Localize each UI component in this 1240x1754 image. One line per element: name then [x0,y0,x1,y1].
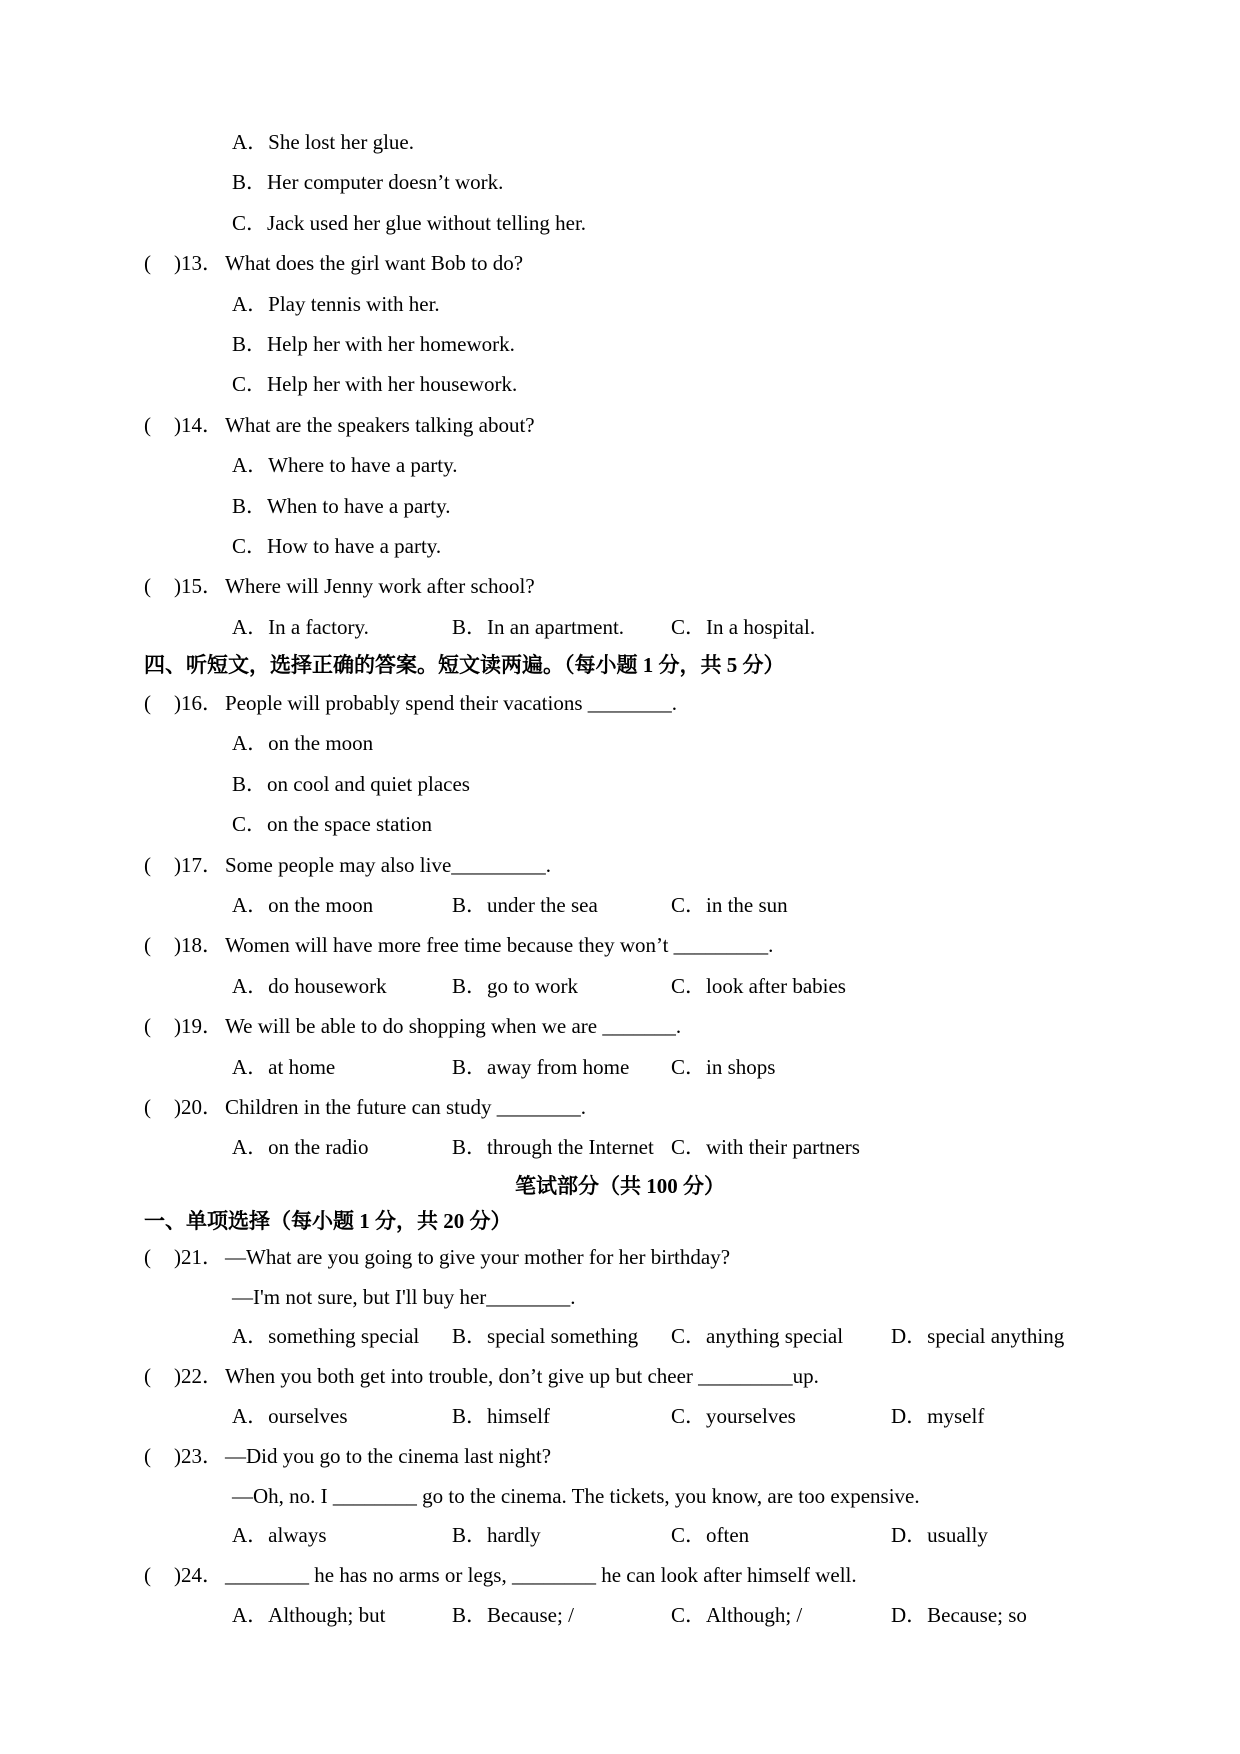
option-a [232,284,440,324]
question-stem: What does the girl want Bob to do? [225,251,524,276]
option-b [452,1127,654,1167]
question-number [174,1437,223,1477]
question-number [174,405,223,445]
option-text: do housework [268,973,387,998]
option-item [0,364,1240,404]
answer-bracket-open: ( [144,933,151,958]
option-label: A． [232,1054,269,1079]
question-number [174,683,223,723]
option-c [671,966,846,1006]
answer-bracket-close: ) [174,852,181,877]
option-label: A． [232,1324,269,1349]
option-label: C． [671,1054,707,1079]
option-label: C． [232,210,268,235]
question-13 [0,243,1240,283]
option-text: special something [487,1324,639,1349]
option-a [232,1317,419,1357]
option-item [0,723,1240,763]
option-label: A． [232,973,269,998]
option-c [671,1516,749,1556]
option-label: A． [232,130,269,154]
options-row [0,607,1240,647]
option-text: himself [487,1403,551,1428]
question-stem: What are the speakers talking about? [225,412,535,437]
answer-bracket-open: ( [144,1364,151,1389]
option-item [0,764,1240,804]
option-text: at home [268,1054,336,1079]
answer-bracket-open: ( [144,1244,151,1269]
answer-bracket-close: ) [174,1244,181,1269]
dialogue-continuation [0,1477,1240,1517]
answer-bracket-open: ( [144,1443,151,1468]
option-label: D． [891,1403,928,1428]
option-item [0,324,1240,364]
option-b [452,1516,541,1556]
option-text: In a factory. [268,614,369,639]
option-label: C． [232,812,268,837]
question-stem: We will be able to do shopping when we are _______. [225,1014,682,1039]
answer-bracket-close: ) [174,412,181,437]
option-label: A． [232,1602,269,1627]
option-b [452,966,578,1006]
options-row [0,966,1240,1006]
option-c [671,1047,775,1087]
question-20 [0,1087,1240,1127]
option-label: A． [232,614,269,639]
options-row [0,1596,1240,1636]
option-b [452,1317,638,1357]
options-row [0,1317,1240,1357]
option-label: C． [671,614,707,639]
option-label: A． [232,453,269,478]
option-a [232,1516,327,1556]
option-text: Jack used her glue without telling her. [267,210,587,235]
question-number-label: 17． [181,852,223,877]
question-number [174,925,223,965]
question-stem: —Did you go to the cinema last night? [225,1443,552,1468]
dialogue-continuation [0,1278,1240,1318]
option-item [0,804,1240,844]
option-b [452,885,598,925]
option-text: in shops [706,1054,776,1079]
question-number-label: 22． [181,1364,223,1389]
question-number-label: 23． [181,1443,223,1468]
question-number [174,1006,223,1046]
question-19 [0,1006,1240,1046]
option-label: B． [452,1054,488,1079]
option-b [232,324,515,364]
option-text: Because; so [927,1602,1027,1627]
options-row [0,1516,1240,1556]
question-number-label: 19． [181,1014,223,1039]
question-number-label: 21． [181,1244,223,1269]
option-text: under the sea [487,893,598,918]
option-label: B． [452,1135,488,1160]
option-label: C． [671,1523,707,1548]
option-label: B． [232,331,268,356]
option-a [232,445,457,485]
option-label: C． [671,1135,707,1160]
option-c [671,885,788,925]
option-label: C． [671,1403,707,1428]
option-text: on cool and quiet places [267,771,470,796]
option-label: C． [671,893,707,918]
option-c [671,1317,843,1357]
option-b [452,1047,629,1087]
option-label: D． [891,1523,928,1548]
option-a [232,1047,335,1087]
question-16 [0,683,1240,723]
option-text: myself [927,1403,985,1428]
option-label: B． [232,493,268,518]
answer-bracket-close: ) [174,933,181,958]
option-text: on the radio [268,1135,369,1160]
option-a [232,966,387,1006]
option-label: D． [891,1602,928,1627]
option-text: ourselves [268,1403,348,1428]
option-label: B． [452,1523,488,1548]
option-a [232,1596,385,1636]
answer-bracket-open: ( [144,1094,151,1119]
option-a [232,607,369,647]
question-number [174,845,223,885]
question-stem: Women will have more free time because they won’t _________. [225,933,774,958]
question-18 [0,925,1240,965]
option-label: C． [232,533,268,558]
question-stem: People will probably spend their vacations ________. [225,691,678,716]
option-label: B． [452,893,488,918]
question-stem: —What are you going to give your mother for her birthday? [225,1244,731,1269]
answer-bracket-open: ( [144,412,151,437]
option-text: with their partners [706,1135,860,1160]
question-number-label: 18． [181,933,223,958]
option-b [452,607,624,647]
option-label: B． [452,1403,488,1428]
option-label: D． [891,1324,928,1349]
option-text: on the moon [268,893,374,918]
option-text: Help her with her homework. [267,331,515,356]
option-b [452,1397,550,1437]
answer-bracket-open: ( [144,852,151,877]
question-15 [0,566,1240,606]
question-stem: ________ he has no arms or legs, ________ he can look after himself well. [225,1563,857,1588]
option-label: C． [232,372,268,397]
option-text: Because; / [487,1602,574,1627]
answer-bracket-open: ( [144,691,151,716]
answer-bracket-close: ) [174,1014,181,1039]
option-label: B． [452,1602,488,1627]
answer-bracket-open: ( [144,1014,151,1039]
options-row [0,1047,1240,1087]
answer-bracket-close: ) [174,691,181,716]
answer-bracket-open: ( [144,574,151,599]
option-label: A． [232,1523,269,1548]
option-label: B． [232,771,268,796]
section-heading: 四、听短文，选择正确的答案。短文读两遍。（每小题 1 分，共 5 分） [144,653,785,678]
option-label: B． [452,614,488,639]
option-b [452,1596,574,1636]
option-b [232,486,451,526]
option-label: C． [671,973,707,998]
option-a [232,1127,368,1167]
option-item [0,486,1240,526]
question-number [174,1087,223,1127]
option-text: away from home [487,1054,630,1079]
written-section-title: 笔试部分（共 100 分） [515,1173,725,1198]
option-label: A． [232,731,269,756]
option-text: How to have a party. [267,533,442,558]
option-text: on the space station [267,812,433,837]
question-number [174,243,223,283]
option-text: In a hospital. [706,614,816,639]
option-label: A． [232,1403,269,1428]
option-label: B． [452,973,488,998]
option-label: A． [232,291,269,316]
question-stem: When you both get into trouble, don’t give up but cheer _________up. [225,1364,819,1389]
option-text: special anything [927,1324,1065,1349]
option-item [0,122,1240,162]
options-row [0,885,1240,925]
option-text: She lost her glue. [268,130,414,154]
option-label: B． [452,1324,488,1349]
option-text: in the sun [706,893,788,918]
option-text: Where to have a party. [268,453,458,478]
question-24 [0,1556,1240,1596]
question-17 [0,845,1240,885]
option-text: Although; / [706,1602,803,1627]
option-c [232,804,432,844]
question-21 [0,1238,1240,1278]
option-item [0,445,1240,485]
question-stem: Children in the future can study ________. [225,1094,587,1119]
option-label: A． [232,1135,269,1160]
question-stem: Where will Jenny work after school? [225,574,535,599]
option-text: hardly [487,1523,541,1548]
option-b [232,764,470,804]
option-text: often [706,1523,750,1548]
question-number [174,1556,223,1596]
answer-bracket-close: ) [174,574,181,599]
option-c [232,364,517,404]
question-23 [0,1437,1240,1477]
answer-bracket-close: ) [174,251,181,276]
option-a [232,122,414,162]
option-text: yourselves [706,1403,796,1428]
options-row [0,1127,1240,1167]
answer-bracket-close: ) [174,1563,181,1588]
option-label: B． [232,170,268,195]
option-label: C． [671,1324,707,1349]
option-text: Although; but [268,1602,386,1627]
question-number [174,1238,223,1278]
option-item [0,203,1240,243]
option-text: look after babies [706,973,846,998]
question-14 [0,405,1240,445]
option-text: Play tennis with her. [268,291,440,316]
option-c [232,203,586,243]
question-22 [0,1357,1240,1397]
option-d [891,1516,988,1556]
option-text: always [268,1523,327,1548]
question-stem: Some people may also live_________. [225,852,552,877]
options-row [0,1397,1240,1437]
option-item [0,162,1240,202]
question-number-label: 13． [181,251,223,276]
option-d [891,1317,1064,1357]
option-text: on the moon [268,731,374,756]
option-d [891,1596,1027,1636]
option-label: C． [671,1602,707,1627]
option-text: something special [268,1324,420,1349]
option-text: usually [927,1523,988,1548]
option-item [0,284,1240,324]
answer-bracket-close: ) [174,1094,181,1119]
answer-bracket-close: ) [174,1364,181,1389]
option-text: Her computer doesn’t work. [267,170,504,195]
option-text: anything special [706,1324,844,1349]
option-a [232,885,373,925]
option-text: through the Internet [487,1135,654,1160]
option-label: A． [232,893,269,918]
option-a [232,723,373,763]
answer-bracket-open: ( [144,251,151,276]
question-number-label: 20． [181,1094,223,1119]
option-text: In an apartment. [487,614,625,639]
option-c [671,1596,802,1636]
question-number [174,1357,223,1397]
dialogue-line: —I'm not sure, but I'll buy her________. [232,1284,576,1309]
option-b [232,162,503,202]
option-item [0,526,1240,566]
question-number-label: 14． [181,412,223,437]
option-c [671,1127,860,1167]
option-a [232,1397,348,1437]
option-text: Help her with her housework. [267,372,518,397]
answer-bracket-open: ( [144,1563,151,1588]
question-number-label: 24． [181,1563,223,1588]
question-number-label: 16． [181,691,223,716]
section-heading: 一、单项选择（每小题 1 分，共 20 分） [144,1208,512,1233]
answer-bracket-close: ) [174,1443,181,1468]
option-c [671,607,815,647]
option-text: go to work [487,973,579,998]
option-c [232,526,441,566]
dialogue-line: —Oh, no. I ________ go to the cinema. The tickets, you know, are too expensive. [232,1483,920,1508]
question-number [174,566,223,606]
option-text: When to have a party. [267,493,451,518]
option-c [671,1397,796,1437]
question-number-label: 15． [181,574,223,599]
option-d [891,1397,984,1437]
